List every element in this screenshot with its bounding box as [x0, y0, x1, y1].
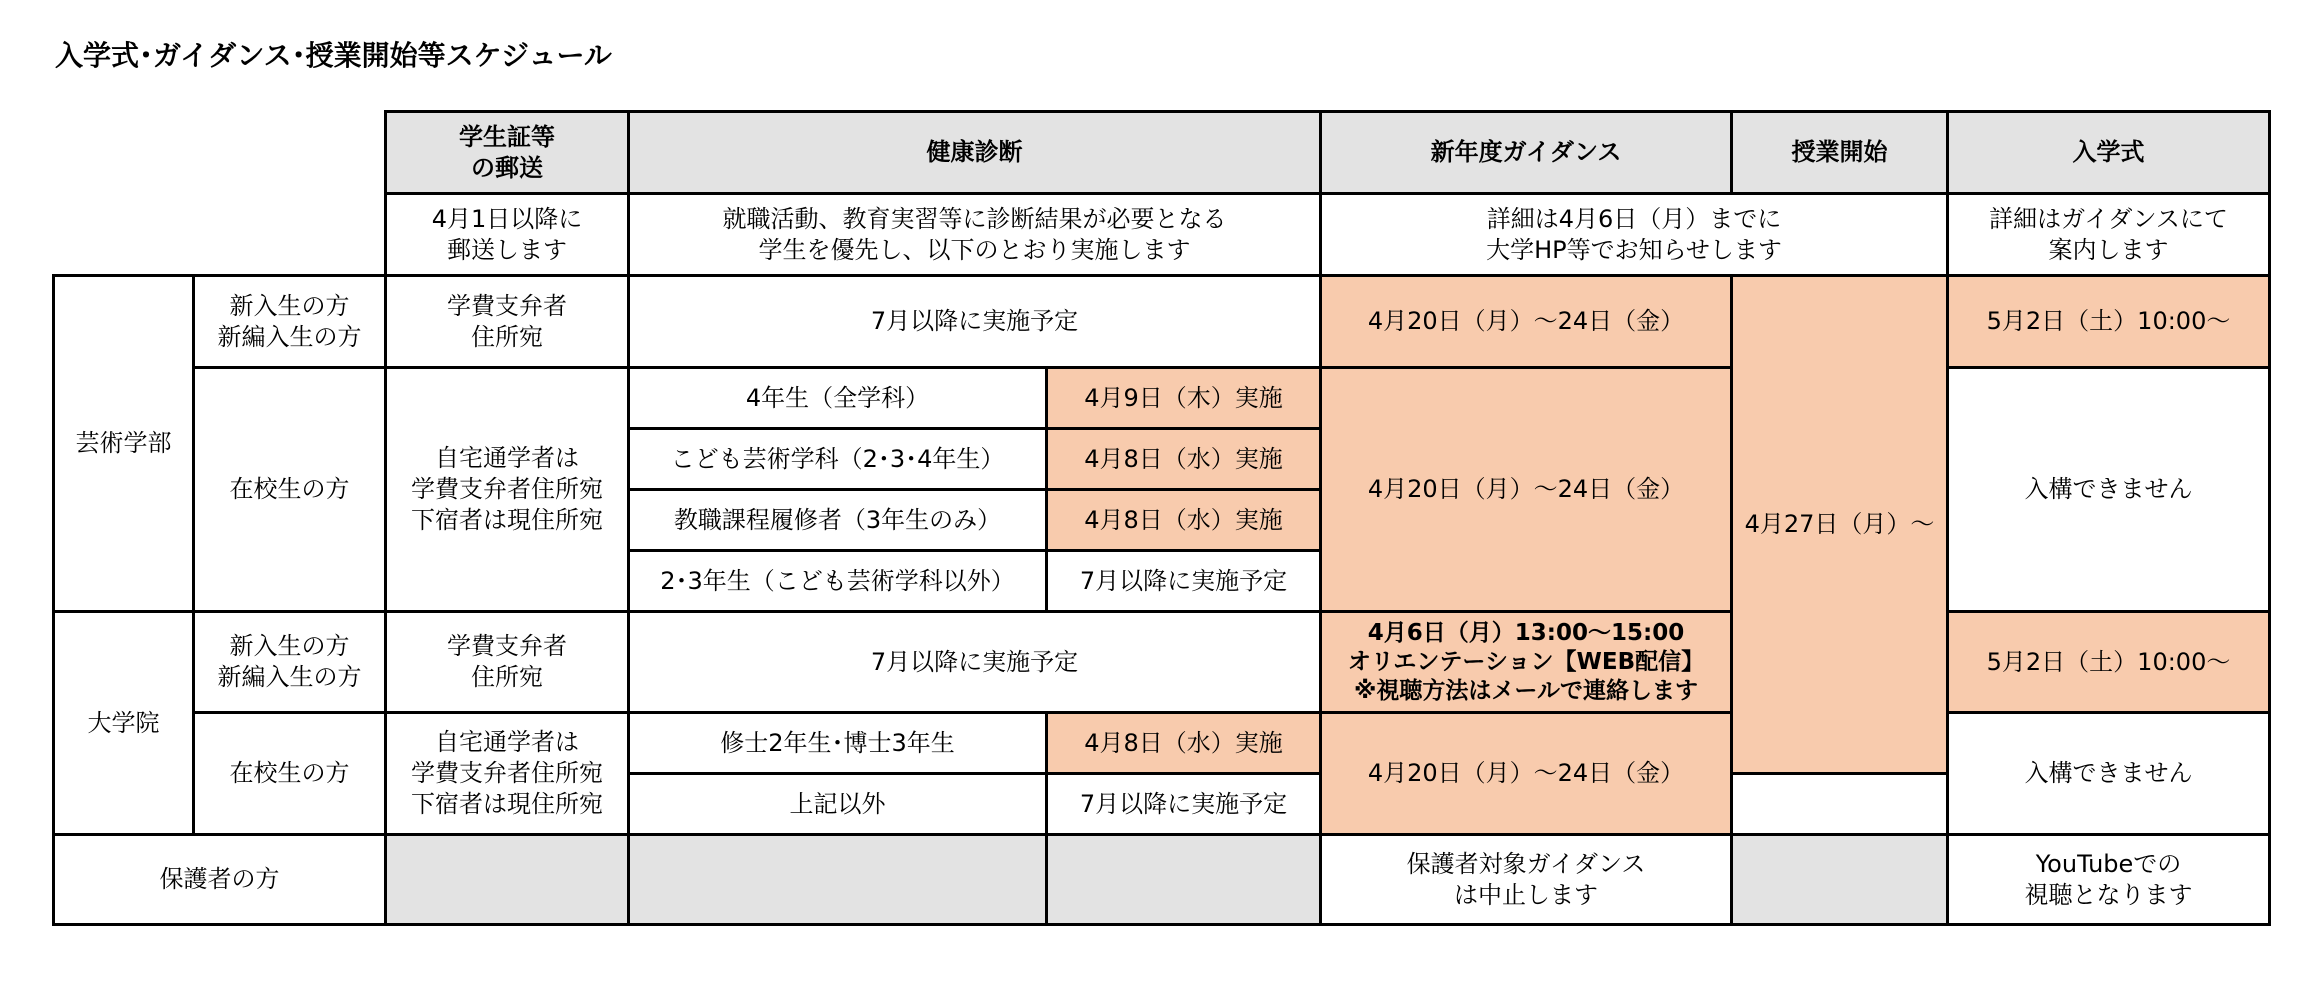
grad-health-group: 上記以外 — [629, 774, 1047, 835]
arts-health-date: 4月8日（水）実施 — [1047, 490, 1321, 551]
grad-new-guidance: 4月6日（月）13:00～15:00 オリエンテーション【WEB配信】 ※視聴方法はメールで連絡します — [1321, 612, 1732, 713]
guardians-classes-empty — [1732, 835, 1948, 925]
arts-current-ceremony: 入構できません — [1948, 368, 2270, 612]
dept-arts: 芸術学部 — [54, 276, 194, 612]
guardians-health-empty — [629, 835, 1047, 925]
arts-new-health: 7月以降に実施予定 — [629, 276, 1321, 368]
corner-blank-2 — [54, 194, 386, 276]
arts-health-date: 4月8日（水）実施 — [1047, 429, 1321, 490]
dept-graduate: 大学院 — [54, 612, 194, 835]
arts-new-row — [54, 276, 2270, 368]
arts-health-group: 教職課程履修者（3年生のみ） — [629, 490, 1047, 551]
corner-blank — [54, 112, 386, 194]
note-guidance: 詳細は4月6日（月）までに 大学HP等でお知らせします — [1321, 194, 1948, 276]
grad-new-ceremony: 5月2日（土）10:00～ — [1948, 612, 2270, 713]
guardians-guidance: 保護者対象ガイダンス は中止します — [1321, 835, 1732, 925]
arts-new-ceremony: 5月2日（土）10:00～ — [1948, 276, 2270, 368]
header-ceremony: 入学式 — [1948, 112, 2270, 194]
grad-current-guidance: 4月20日（月）～24日（金） — [1321, 713, 1732, 835]
grad-new-label: 新入生の方 新編入生の方 — [194, 612, 386, 713]
grad-new-mail: 学費支弁者 住所宛 — [386, 612, 629, 713]
grad-health-group: 修士2年生･博士3年生 — [629, 713, 1047, 774]
arts-health-group: こども芸術学科（2･3･4年生） — [629, 429, 1047, 490]
note-card-mailing: 4月1日以降に 郵送します — [386, 194, 629, 276]
note-ceremony: 詳細はガイダンスにて 案内します — [1948, 194, 2270, 276]
arts-health-date: 7月以降に実施予定 — [1047, 551, 1321, 612]
arts-current-label: 在校生の方 — [194, 368, 386, 612]
arts-health-group: 2･3年生（こども芸術学科以外） — [629, 551, 1047, 612]
header-row — [54, 112, 2270, 194]
header-guidance: 新年度ガイダンス — [1321, 112, 1732, 194]
note-health-check: 就職活動、教育実習等に診断結果が必要となる 学生を優先し、以下のとおり実施します — [629, 194, 1321, 276]
grad-health-date: 4月8日（水）実施 — [1047, 713, 1321, 774]
notes-row — [54, 194, 2270, 276]
grad-current-label: 在校生の方 — [194, 713, 386, 835]
arts-new-guidance: 4月20日（月）～24日（金） — [1321, 276, 1732, 368]
arts-health-group: 4年生（全学科） — [629, 368, 1047, 429]
guardians-ceremony: YouTubeでの 視聴となります — [1948, 835, 2270, 925]
header-classes-start: 授業開始 — [1732, 112, 1948, 194]
grad-new-health: 7月以降に実施予定 — [629, 612, 1321, 713]
arts-health-date: 4月9日（木）実施 — [1047, 368, 1321, 429]
page-title: 入学式･ガイダンス･授業開始等スケジュール — [55, 39, 612, 72]
guardians-mail-empty — [386, 835, 629, 925]
header-health-check: 健康診断 — [629, 112, 1321, 194]
header-card-mailing: 学生証等 の郵送 — [386, 112, 629, 194]
grad-health-date: 7月以降に実施予定 — [1047, 774, 1321, 835]
grad-current-mail: 自宅通学者は 学費支弁者住所宛 下宿者は現住所宛 — [386, 713, 629, 835]
classes-start-period: 4月27日（月）～ — [1732, 276, 1948, 774]
arts-new-label: 新入生の方 新編入生の方 — [194, 276, 386, 368]
arts-current-mail: 自宅通学者は 学費支弁者住所宛 下宿者は現住所宛 — [386, 368, 629, 612]
schedule-table — [52, 110, 2271, 926]
guardians-row — [54, 835, 2270, 925]
grad-current-ceremony: 入構できません — [1948, 713, 2270, 835]
arts-current-guidance: 4月20日（月）～24日（金） — [1321, 368, 1732, 612]
guardians-label: 保護者の方 — [54, 835, 386, 925]
guardians-health-empty — [1047, 835, 1321, 925]
arts-new-mail: 学費支弁者 住所宛 — [386, 276, 629, 368]
